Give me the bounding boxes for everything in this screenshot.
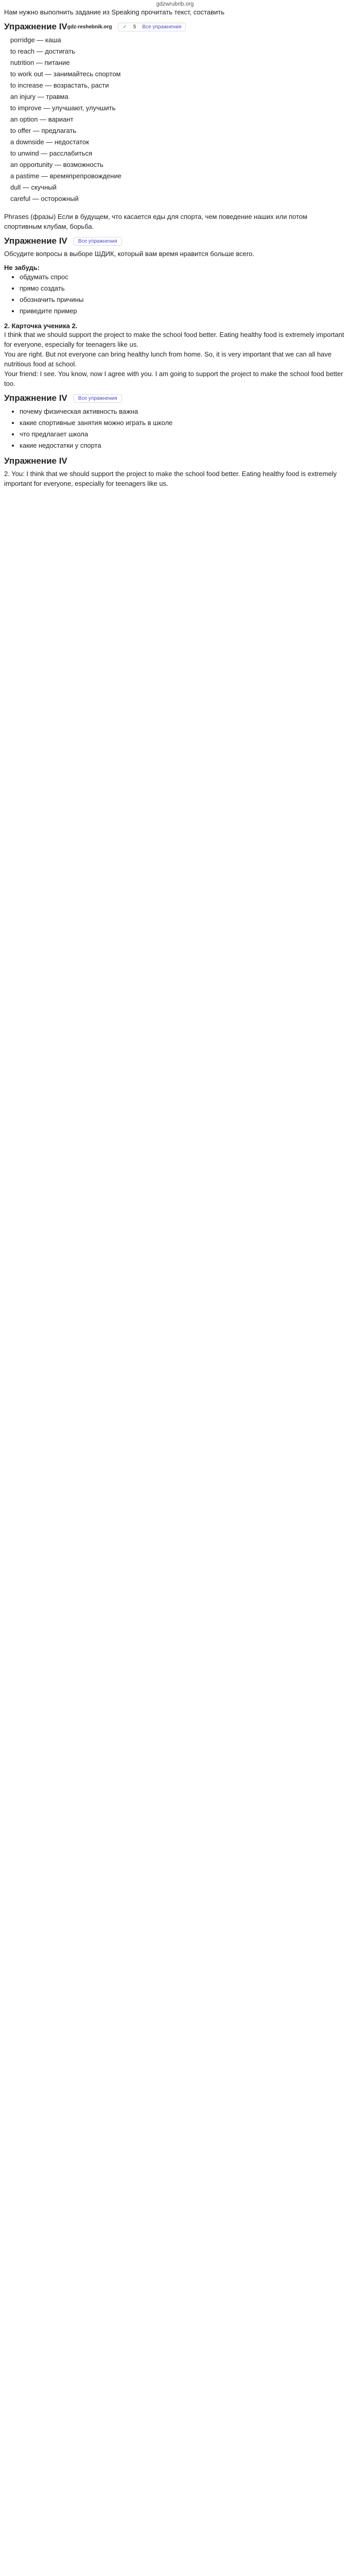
phrases-text: Phrases (фразы) Если в будущем, что касается еды для спорта, чем поведение наших или потом спортивным клубам, борьба.: [4, 213, 308, 230]
exercise-bar[interactable]: [118, 23, 186, 31]
site-header: gdzwrubrib.org: [156, 1, 194, 7]
section-title: Упражнение IV: [4, 456, 67, 466]
all-exercises-link[interactable]: Все упражнения: [78, 395, 117, 401]
list-item: careful — осторожный: [10, 195, 79, 202]
answer-text: 2. You: I think that we should support the project to make the school food better. Eating healthy food is extremely important for everyone, especially for teenagers like us.: [4, 470, 337, 487]
list-item: dull — скучный: [10, 183, 57, 191]
section-header: [4, 453, 346, 469]
list-item: • какие недостатки у спорта: [20, 440, 346, 451]
dialogue-text: You are right. But not everyone can bring healthy lunch from home. So, it is very important that we can all have nutritious food at school.: [4, 350, 332, 368]
watermark: gdz-reshebnik.org: [67, 24, 112, 30]
list-item: • приведите пример: [20, 306, 346, 317]
list-item: to unwind — расслабиться: [10, 149, 93, 157]
list-item: to improve — улучшают, улучшить: [10, 104, 116, 112]
list-item: • обдумать спрос: [20, 272, 346, 283]
list-item: to increase — возрастать, расти: [10, 81, 109, 89]
list-item: an injury — травма: [10, 93, 68, 100]
section-title: Упражнение IV: [4, 393, 67, 403]
list-item: a downside — недостаток: [10, 138, 89, 146]
card-label: 2. Карточка ученика 2.: [4, 322, 78, 330]
list-item: to reach — достигать: [10, 47, 75, 55]
exercise-bar[interactable]: [74, 237, 122, 246]
intro-text: Нам нужно выполнить задание из Speaking прочитать текст, составить: [4, 8, 225, 16]
list-item: an option — вариант: [10, 115, 74, 123]
list-item: • какие спортивные занятия можно играть в школе: [20, 417, 346, 429]
section-title: Упражнение IV: [4, 236, 67, 246]
exercise-bar[interactable]: [74, 394, 122, 403]
dialogue-text: Your friend: I see. You know, now I agree with you. I am going to support the project to make the school food better too.: [4, 370, 343, 387]
section-header: [4, 19, 346, 35]
list-item: to work out — занимайтесь спортом: [10, 70, 121, 78]
list-item: • обозначить причины: [20, 294, 346, 306]
section-title: Упражнение IV: [4, 22, 67, 31]
list-item: porridge — каша: [10, 36, 61, 44]
section-header: [4, 391, 346, 406]
we-need-label: Не забудь:: [4, 264, 40, 272]
list-item: • что предлагает школа: [20, 429, 346, 440]
check-icon: ✓: [122, 24, 127, 30]
section-header: [4, 233, 346, 249]
dialogue-text: I think that we should support the project to make the school food better. Eating healthy food is extremely important for everyone, especially for teenagers like us.: [4, 331, 344, 348]
list-item: an opportunity — возможность: [10, 161, 103, 168]
discuss-text: Обсудите вопросы в выборе ШДИК, который вам время нравится больше всего.: [4, 250, 255, 258]
all-exercises-link[interactable]: Все упражнения: [142, 24, 182, 30]
list-item: nutrition — питание: [10, 59, 70, 66]
list-item: • прямо создать: [20, 283, 346, 294]
count-badge: 5: [133, 24, 136, 30]
list-item: a pastime — времяпрепровождение: [10, 172, 121, 180]
list-item: to offer — предлагать: [10, 127, 77, 134]
list-item: • почему физическая активность важна: [20, 406, 346, 417]
all-exercises-link[interactable]: Все упражнения: [78, 238, 117, 244]
